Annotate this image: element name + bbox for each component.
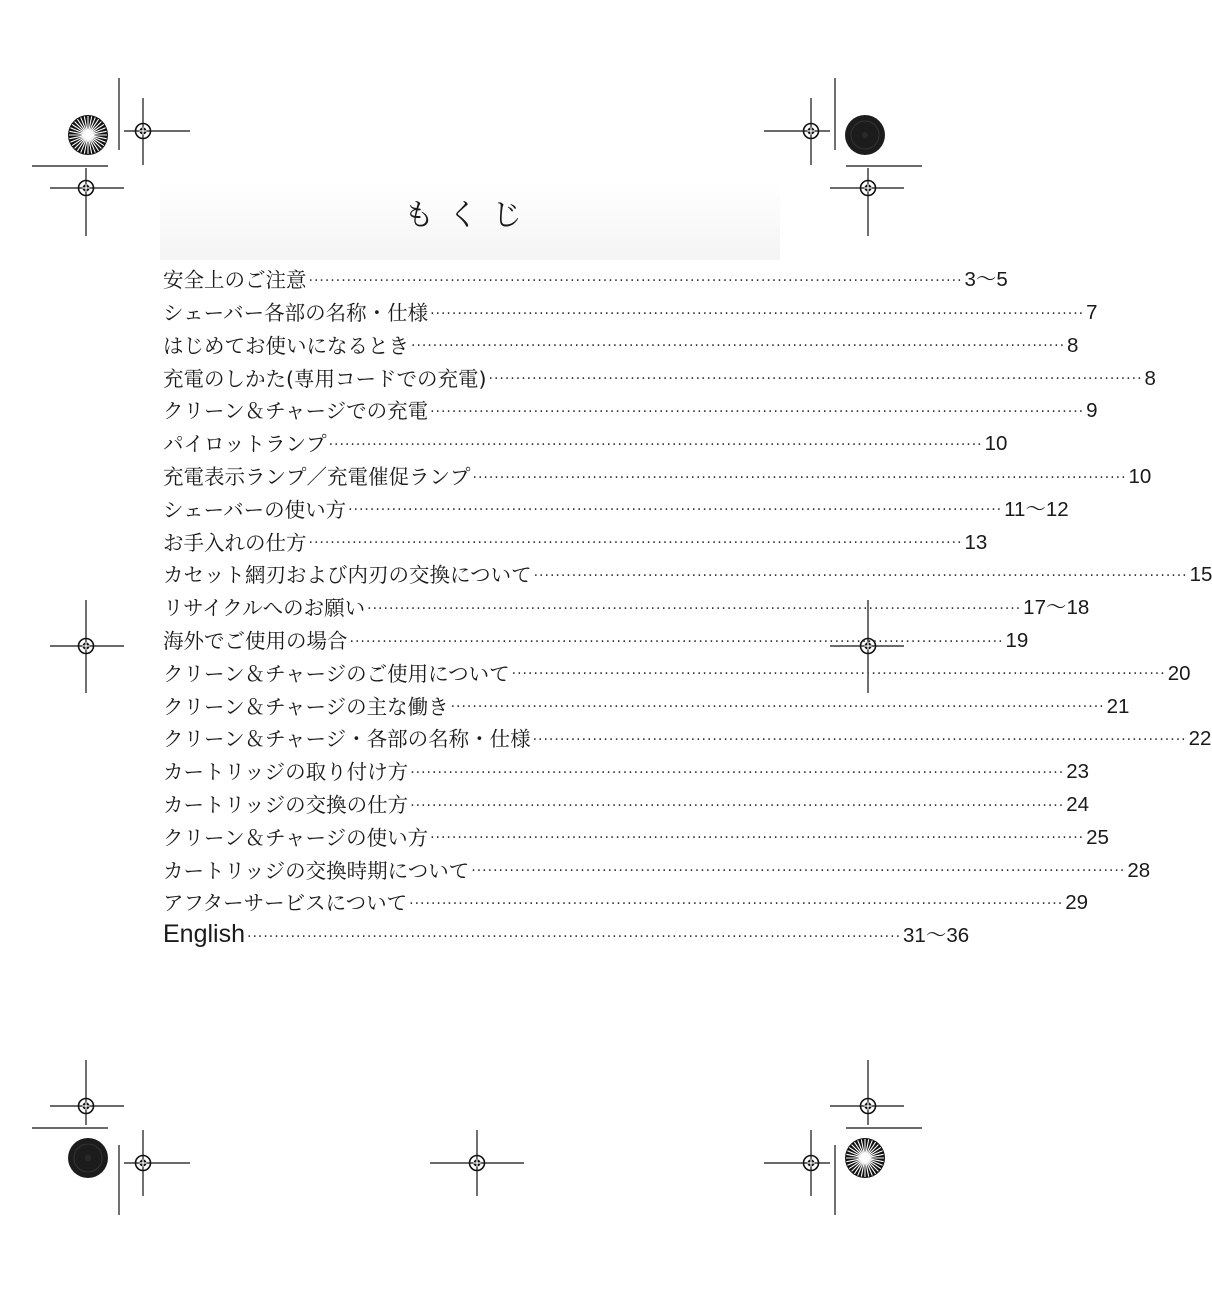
toc-entry-page: 29 [1065,891,1088,915]
toc-entry[interactable] [163,520,988,555]
toc-entry-page: 10 [1128,465,1152,489]
toc-entry-page: 8 [1067,333,1079,357]
toc-entry-label: はじめてお使いになるとき [163,333,409,358]
toc-entry-page: 22 [1188,727,1212,751]
toc-entry[interactable] [163,389,1098,424]
toc-entry-label: クリーン＆チャージでの充電 [163,399,429,424]
toc-entry[interactable] [163,619,1029,654]
toc-entry-label: カートリッジの交換の仕方 [163,793,409,818]
toc-leader-dots: ························································································································ [472,469,1127,486]
page-title: もくじ [404,198,536,233]
toc-entry[interactable] [163,258,1008,293]
toc-leader-dots: ························································································································ [247,928,902,945]
table-of-contents [163,258,1212,948]
toc-leader-dots: ························································································································ [308,272,963,289]
toc-entry-label: 海外でご使用の場合 [163,629,348,654]
toc-entry-page: 9 [1086,399,1098,423]
toc-entry-label: リサイクルへのお願い [163,596,366,621]
toc-entry[interactable] [163,455,1152,490]
toc-entry[interactable] [163,881,1088,916]
toc-leader-dots: ························································································································ [411,338,1066,355]
toc-entry-page: 8 [1144,366,1156,390]
toc-entry[interactable] [163,816,1109,850]
color-wheel-icon [845,115,885,155]
toc-entry-label: 安全上のご注意 [163,268,307,293]
toc-entry-page: 21 [1106,694,1130,718]
toc-entry[interactable] [163,586,1090,621]
toc-entry[interactable] [163,553,1212,588]
toc-leader-dots: ························································································································ [328,436,983,453]
toc-entry-page: 17〜18 [1023,596,1090,620]
toc-entry[interactable] [163,324,1079,358]
color-wheel-icon [845,1138,885,1178]
toc-entry[interactable] [163,717,1212,752]
toc-leader-dots: ························································································································ [471,863,1126,880]
toc-entry-label: English [163,919,245,948]
toc-entry-page: 3〜5 [964,268,1008,292]
toc-entry-page: 19 [1005,629,1029,653]
toc-leader-dots: ························································································································ [532,731,1187,748]
toc-entry-page: 31〜36 [903,924,970,948]
toc-leader-dots: ························································································································ [450,699,1105,716]
toc-entry-label: カートリッジの交換時期について [163,858,470,883]
toc-entry-label: シェーバー各部の名称・仕様 [163,301,429,326]
toc-entry-label: シェーバーの使い方 [163,497,347,522]
toc-leader-dots: ························································································································ [488,371,1143,388]
toc-entry-label: 充電のしかた(専用コードでの充電) [163,366,487,391]
toc-entry-page: 25 [1086,825,1109,849]
toc-entry[interactable] [163,848,1151,883]
toc-entry-label: クリーン＆チャージのご使用について [163,661,510,686]
toc-entry-label: お手入れの仕方 [163,530,307,555]
toc-entry[interactable] [163,652,1191,686]
toc-entry[interactable] [163,684,1130,719]
toc-leader-dots: ························································································································ [349,633,1004,650]
toc-entry[interactable] [163,914,970,948]
toc-leader-dots: ························································································································ [410,764,1065,781]
toc-entry-label: クリーン＆チャージの使い方 [163,825,429,850]
toc-entry-page: 24 [1066,793,1090,817]
toc-leader-dots: ························································································································ [430,830,1085,847]
toc-entry-label: カセット網刃および内刃の交換について [163,563,532,588]
toc-leader-dots: ························································································································ [308,535,963,552]
toc-entry-page: 15 [1189,563,1212,587]
toc-leader-dots: ························································································································ [367,600,1022,617]
toc-entry-page: 28 [1127,858,1151,882]
toc-entry-page: 7 [1086,301,1098,325]
toc-entry[interactable] [163,783,1090,818]
toc-entry-label: クリーン＆チャージの主な働き [163,694,449,719]
toc-leader-dots: ························································································································ [409,895,1064,912]
toc-entry[interactable] [163,356,1156,391]
toc-entry[interactable] [163,291,1098,326]
toc-leader-dots: ························································································································ [511,666,1166,683]
color-wheel-icon [68,115,108,155]
toc-entry-label: 充電表示ランプ／充電催促ランプ [163,465,471,490]
toc-entry-page: 23 [1066,760,1090,784]
toc-entry-label: カートリッジの取り付け方 [163,760,409,785]
toc-entry-label: アフターサービスについて [163,891,408,916]
toc-entry[interactable] [163,488,1069,522]
toc-entry-page: 10 [984,432,1008,456]
toc-entry[interactable] [163,750,1090,785]
toc-entry-page: 13 [964,530,988,554]
toc-leader-dots: ························································································································ [410,797,1065,814]
toc-entry[interactable] [163,422,1008,457]
toc-entry-page: 20 [1167,661,1191,685]
toc-entry-label: クリーン＆チャージ・各部の名称・仕様 [163,727,531,752]
toc-leader-dots: ························································································································ [430,305,1085,322]
color-wheel-icon [68,1138,108,1178]
toc-leader-dots: ························································································································ [348,502,1003,519]
toc-entry-label: パイロットランプ [163,432,327,457]
toc-entry-page: 11〜12 [1004,497,1069,521]
toc-leader-dots: ························································································································ [533,567,1188,584]
toc-leader-dots: ························································································································ [430,403,1085,420]
